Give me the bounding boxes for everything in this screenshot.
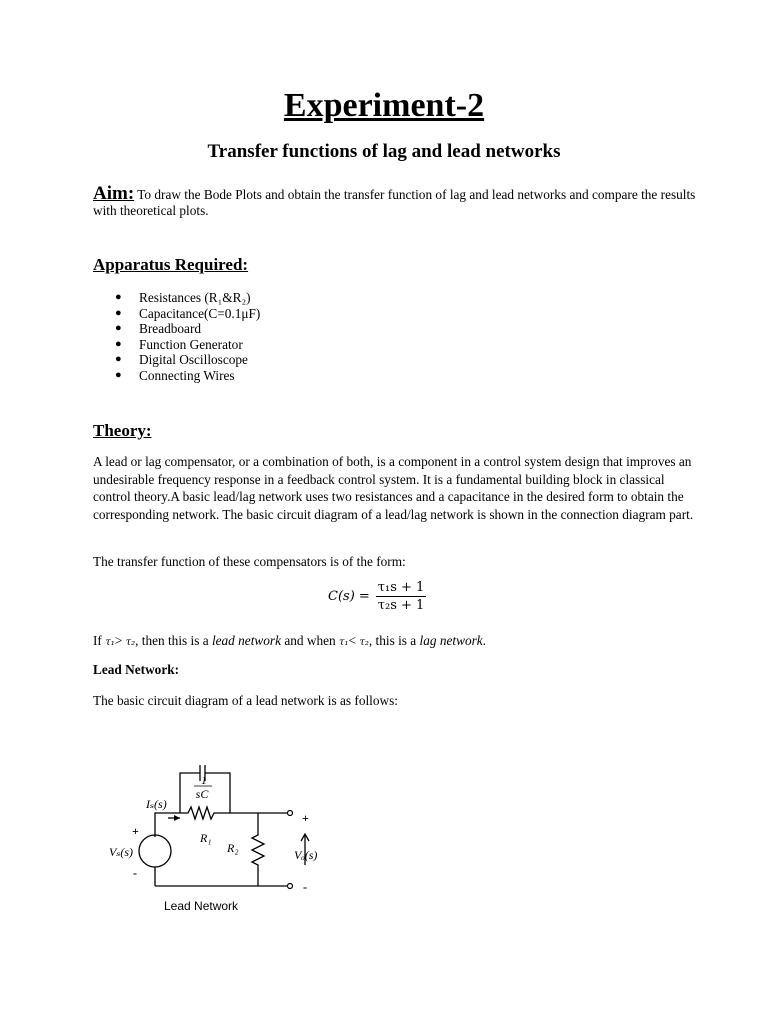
theory-heading: Theory: (93, 421, 152, 440)
source-minus-sign: - (133, 866, 137, 880)
current-arrow-head (174, 815, 180, 821)
bullet-icon: ● (115, 291, 122, 303)
apparatus-list (93, 290, 260, 383)
resistor-r1 (180, 807, 230, 819)
document-title: Experiment-2 (283, 87, 485, 124)
document-subtitle: Transfer functions of lag and lead networks (207, 141, 561, 162)
capacitor-wire-right (205, 773, 230, 813)
list-item: ● Digital Oscilloscope (115, 352, 248, 367)
bullet-icon: ● (115, 337, 122, 350)
output-minus-sign: - (303, 880, 307, 894)
capacitor-label-denominator: sC (195, 787, 209, 801)
formula-lhs: C(s) = (328, 589, 370, 604)
current-label: Iₛ(s) (146, 797, 167, 811)
circuit-caption: Lead Network (164, 899, 239, 913)
transfer-function-formula (328, 580, 426, 613)
output-terminal-top (288, 811, 293, 816)
transfer-function-intro: The transfer function of these compensators is of the form: (93, 554, 406, 569)
list-item: ● Resistances (R₁&R₂) (115, 290, 251, 305)
list-item: ● Capacitance(C=0.1μF) (115, 305, 261, 321)
bullet-icon: ● (115, 353, 122, 365)
bullet-icon: ● (115, 368, 122, 381)
lead-network-circuit-diagram (100, 755, 340, 920)
network-condition: If τ₁> τ₂, then this is a lead network and when τ₁< τ₂, this is a lag network. (93, 633, 486, 648)
formula-denominator: τ₂s + 1 (377, 598, 425, 613)
r1-label: R₁ (200, 831, 212, 845)
output-terminal-bottom (288, 884, 293, 889)
list-item: ● Breadboard (115, 321, 202, 336)
resistor-r2 (252, 813, 264, 886)
bullet-icon: ● (115, 306, 122, 319)
formula-numerator: τ₁s + 1 (377, 580, 425, 595)
r2-label: R₂ (227, 841, 239, 855)
source-voltage-label: Vₛ(s) (109, 845, 134, 859)
lag-network-term: lag network (419, 633, 483, 648)
list-item: ● Function Generator (115, 336, 243, 352)
lead-network-heading: Lead Network: (93, 662, 180, 677)
lead-network-term: lead network (211, 633, 281, 648)
voltage-source (139, 835, 171, 867)
list-item: ● Connecting Wires (115, 367, 235, 383)
bullet-icon: ● (115, 322, 122, 334)
aim-label: Aim: (93, 183, 135, 204)
apparatus-heading: Apparatus Required: (93, 255, 249, 274)
aim-section (93, 183, 703, 219)
source-plus-sign: + (132, 824, 139, 838)
capacitor-label-numerator: 1 (201, 773, 207, 787)
output-plus-sign: + (302, 811, 309, 825)
output-voltage-label: Vₒ(s) (294, 848, 318, 862)
theory-paragraph: A lead or lag compensator, or a combination of both, is a component in a control system design that improves an undesirable frequency response in a feedback control system. It is a fundamental building block in classical control theory.A basic lead/lag network uses two resistances and a capacitance in the desired form to obtain the corresponding network. The basic circuit diagram of a lead/lag network is shown in the connection diagram part. (93, 454, 694, 522)
formula-fraction (376, 580, 427, 613)
aim-text: To draw the Bode Plots and obtain the transfer function of lag and lead networks and compare the results with theoretical plots. (93, 187, 696, 218)
lead-network-intro: The basic circuit diagram of a lead network is as follows: (93, 693, 398, 708)
